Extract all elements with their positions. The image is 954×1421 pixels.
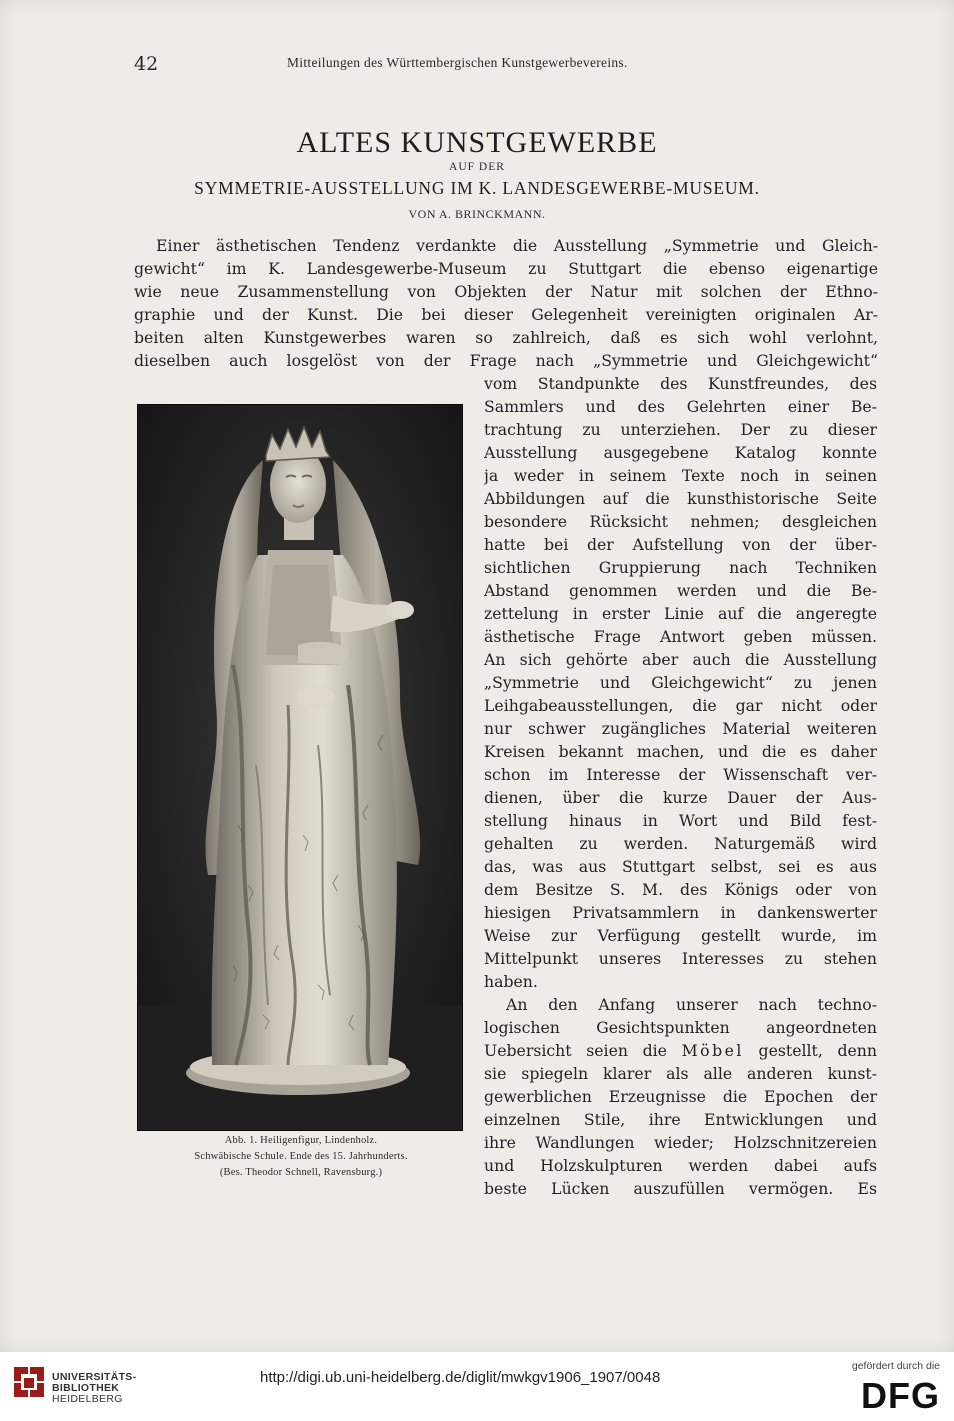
library-name-line: UNIVERSITÄTS- (52, 1371, 137, 1383)
body-line: gewicht“ im K. Landesgewerbe-Museum zu Stuttgart die ebenso eigenartige (134, 259, 878, 278)
body-line: Sammlers und des Gelehrten einer Be- (484, 397, 877, 416)
body-line: haben. (484, 972, 538, 991)
body-line: wie neue Zusammenstellung von Objekten der Natur mit solchen der Ethno- (134, 282, 878, 301)
body-line: Leihgabeausstellungen, die gar nicht oder (484, 696, 877, 715)
body-line: Ausstellung ausgegebene Katalog konnte (484, 443, 877, 462)
footer-bar (0, 1352, 954, 1421)
body-line: gewerblichen Erzeugnisse die Epochen der (484, 1087, 877, 1106)
body-line: Weise zur Verfügung gestellt wurde, im (484, 926, 877, 945)
library-name-line: BIBLIOTHEK (52, 1382, 120, 1394)
page-number: 42 (134, 53, 159, 75)
body-line: hiesigen Privatsammlern in dankenswerter (484, 903, 877, 922)
body-line: vom Standpunkte des Kunstfreundes, des (484, 374, 877, 393)
body-line: ästhetische Frage Antwort geben müssen. (484, 627, 877, 646)
article-title: ALTES KUNSTGEWERBE (296, 126, 658, 159)
body-line: stellung hinaus in Wort und Bild fest- (484, 811, 877, 830)
body-line: Abstand genommen werden und die Be- (484, 581, 877, 600)
article-byline: VON A. BRINCKMANN. (408, 207, 546, 221)
body-line: einzelnen Stile, ihre Entwicklungen und (484, 1110, 877, 1129)
body-line: schon im Interesse der Wissenschaft ver- (484, 765, 877, 784)
university-library-logo-icon (12, 1365, 46, 1407)
body-line: hatte bei der Aufstellung von der über- (484, 535, 877, 554)
body-line (484, 1039, 877, 1062)
dfg-logo: DFG (861, 1375, 940, 1416)
body-line: nur schwer zugängliches Material weiteren (484, 719, 877, 738)
body-line: An sich gehörte aber auch die Ausstellung (484, 650, 877, 669)
body-line: das, was aus Stuttgart selbst, sei es aus (484, 857, 877, 876)
body-line: „Symmetrie und Gleichgewicht“ zu jenen (484, 673, 877, 692)
body-line: sie spiegeln klarer als alle anderen kunst- (484, 1064, 877, 1083)
body-line: Mittelpunkt unseres Interesses zu stehen (484, 949, 877, 968)
body-line: und Holzskulpturen werden dabei aufs (484, 1156, 877, 1175)
body-line: sichtlichen Gruppierung nach Techniken (484, 558, 877, 577)
funding-note: gefördert durch die (851, 1360, 940, 1372)
body-line: dienen, über die kurze Dauer der Aus- (484, 788, 877, 807)
emphasized-word: Möbel (681, 1041, 744, 1060)
running-head: Mitteilungen des Württembergischen Kunstgewerbevereins. (287, 55, 628, 70)
body-line: trachtung zu unterziehen. Der zu dieser (484, 420, 877, 439)
body-line: graphie und der Kunst. Die bei dieser Gelegenheit vereinigten originalen Ar- (134, 305, 878, 324)
text-run: gestellt, denn (743, 1041, 877, 1060)
permalink-url[interactable]: http://digi.ub.uni-heidelberg.de/diglit/mwkgv1906_1907/0048 (260, 1369, 661, 1386)
figure-caption-line: Abb. 1. Heiligenfigur, Lindenholz. (224, 1135, 378, 1146)
body-line: ihre Wandlungen wieder; Holzschnitzereien (484, 1133, 877, 1152)
body-line: ja weder in seinem Texte noch in seinen (484, 466, 877, 485)
figure-caption-line: (Bes. Theodor Schnell, Ravensburg.) (219, 1167, 383, 1178)
library-name-line: HEIDELBERG (52, 1393, 123, 1405)
body-line: besondere Rücksicht nehmen; desgleichen (484, 512, 877, 531)
body-line: Abbildungen auf die kunsthistorische Seite (484, 489, 877, 508)
body-line: Kreisen bekannt machen, und die es daher (484, 742, 877, 761)
text-run: Uebersicht seien die (484, 1041, 682, 1060)
body-line: gehalten zu werden. Naturgemäß wird (484, 834, 877, 853)
statue-illustration (138, 405, 462, 1130)
body-line: zettelung in erster Linie auf die angeregte (484, 604, 877, 623)
article-subtitle-small: AUF DER (449, 161, 505, 173)
body-line: An den Anfang unserer nach techno- (506, 995, 877, 1014)
body-line: logischen Gesichtspunkten angeordneten (484, 1018, 877, 1037)
body-line: dieselben auch losgelöst von der Frage nach „Symmetrie und Gleichgewicht“ (134, 351, 878, 370)
figure-caption-line: Schwäbische Schule. Ende des 15. Jahrhunderts. (194, 1151, 408, 1162)
statue-photograph (137, 404, 463, 1131)
body-line: Einer ästhetischen Tendenz verdankte die Ausstellung „Symmetrie und Gleich- (156, 236, 878, 255)
body-line: beste Lücken auszufüllen vermögen. Es (484, 1179, 877, 1198)
body-line: beiten alten Kunstgewerbes waren so zahlreich, daß es sich wohl verlohnt, (134, 328, 878, 347)
article-subtitle: SYMMETRIE-AUSSTELLUNG IM K. LANDESGEWERBE-MUSEUM. (194, 178, 760, 198)
body-line: dem Besitze S. M. des Königs oder von (484, 880, 877, 899)
